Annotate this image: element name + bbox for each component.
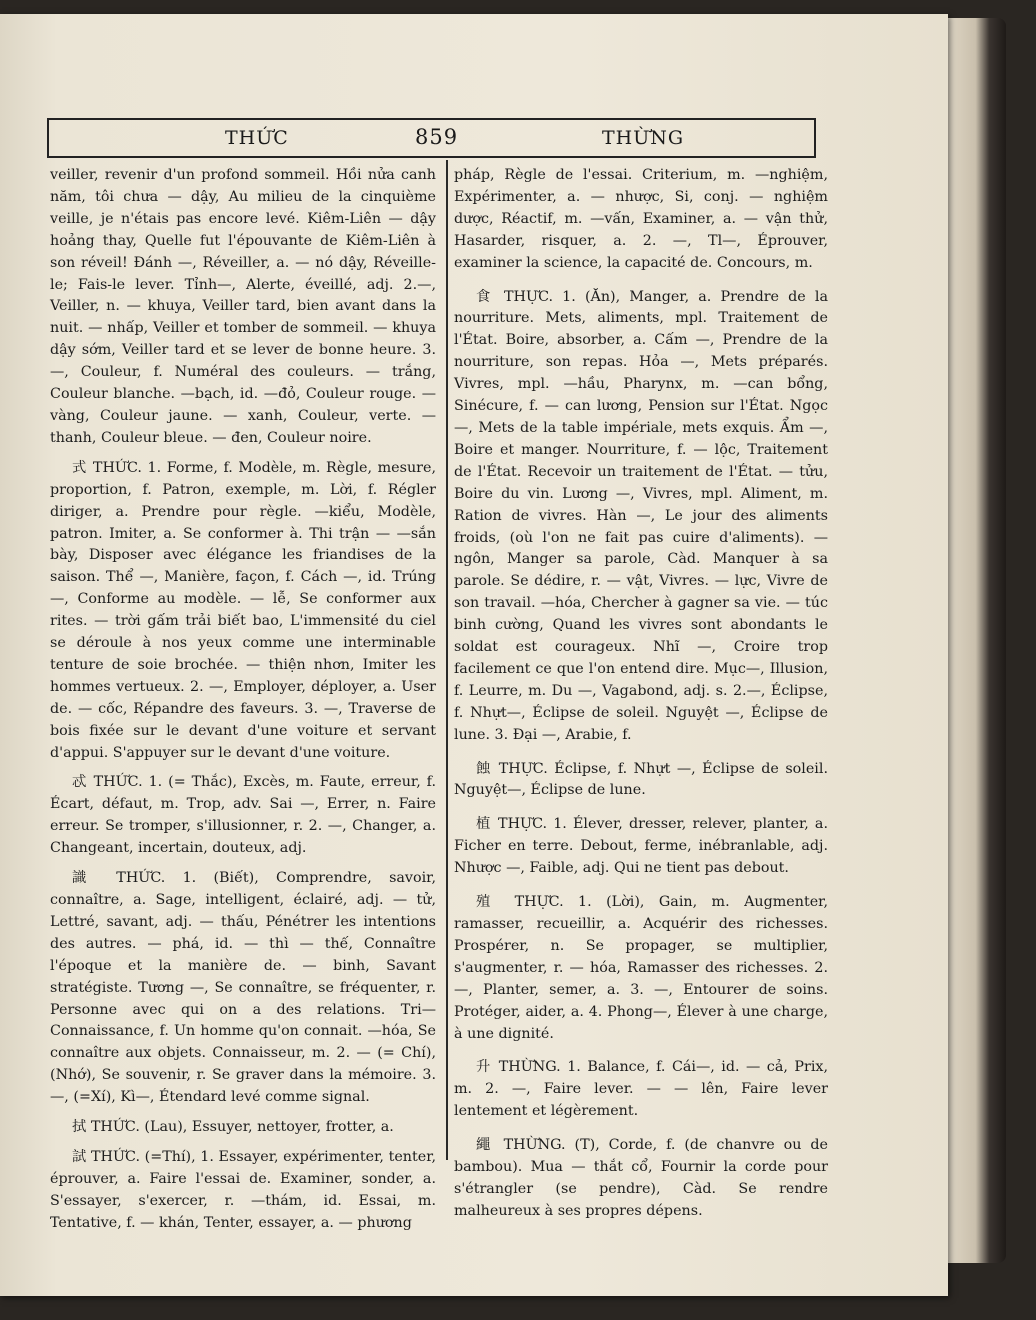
header-left-word: THỨC bbox=[225, 127, 289, 149]
entry-thuc-essayer: 試 THỨC. (=Thí), 1. Essayer, expérimenter, tenter, éprouver, a. Faire l'essai de. Examiner, sonder, a. S'essayer, s'exercer, r. —thám, id. Essai, m. Tentative, f. — khán, Tenter, essayer, a. — phương bbox=[50, 1148, 436, 1231]
entry-thuc-eclipse: 蝕 THỰC. Éclipse, f. Nhựt —, Éclipse de soleil. Nguyệt—, Éclipse de lune. bbox=[454, 760, 828, 799]
entry-thuc-manger: 食 THỰC. 1. (Ăn), Manger, a. Prendre de la nourriture. Mets, aliments, mpl. Traitement de l'État. Boire, absorber, a. Cấm —, Prendre de la nourriture, son repas. Hỏa —, Mets préparés. Vivres, mpl. —hầu, Pharynx, m. —can bổng, Sinécure, f. — can lương, Pension sur l'État. Ngọc —, Mets de la table impériale, mets exquis. Ẩm —, Boire et manger. Nourriture, f. — lộc, Traitement de l'État. Recevoir un traitement de l'État. — tửu, Boire du vin. Lương —, Vivres, mpl. Aliment, m. Ration de vivres. Hàn —, Le jour des aliments froids, (où l'on ne fait pas cuire d'aliments). —ngôn, Manger sa parole, Càd. Manquer à sa parole. Se dédire, r. — vật, Vivres. — lực, Vivre de son travail. —hóa, Chercher à gagner sa vie. — túc binh cường, Quand les vivres sont abondants le soldat est courageux. Nhĩ —, Croire trop facilement ce que l'on entend dire. Mục—, Illusion, f. Leurre, m. Du —, Vagabond, adj. s. 2.—, Éclipse, f. Nhựt—, Éclipse de soleil. Nguyệt —, Éclipse de lune. 3. Đại —, Arabie, f. bbox=[454, 288, 828, 743]
entry-continuation: veiller, revenir d'un profond sommeil. Hồi nửa canh năm, tôi chưa — dậy, Au milieu de la cinquième veille, je n'étais pas encore levé. Kiêm-Liên — dậy hoảng thay, Quelle fut l'épouvante de Kiêm-Liên à son réveil! Đánh —, Réveiller, a. — nó dậy, Réveille-le; Fais-le lever. Tỉnh—, Alerte, éveillé, adj. 2.—, Veiller, n. — khuya, Veiller tard, bien avant dans la nuit. — nhấp, Veiller et tomber de sommeil. — khuya dậy sớm, Veiller tard et se lever de bonne heure. 3. —, Couleur, f. Numéral des couleurs. — trắng, Couleur blanche. —bạch, id. —đỏ, Couleur rouge. — vàng, Couleur jaune. — xanh, Couleur, verte. — thanh, Couleur bleue. — đen, Couleur noire. bbox=[50, 167, 436, 446]
left-column bbox=[50, 165, 436, 1235]
page-number: 859 bbox=[415, 125, 459, 149]
entry-thuc-comprendre: 識 THỨC. 1. (Biết), Comprendre, savoir, connaître, a. Sage, intelligent, éclairé, adj. — tử, Lettré, savant, adj. — thấu, Pénétrer les intentions des autres. — phá, id. — thì — thế, Connaître l'époque et la manière de. — binh, Savant stratégiste. Tương —, Se connaître, se fréquenter, r. Personne avec qui on a des relations. Tri— Connaissance, f. Un homme qu'on connait. —hóa, Se connaître aux objets. Connaisseur, m. 2. — (= Chí), (Nhớ), Se souvenir, r. Se graver dans la mémoire. 3. —, (=Xí), Kì—, Étendard levé comme signal. bbox=[50, 870, 436, 1106]
header-right-word: THỪNG bbox=[602, 127, 685, 149]
entry-thuc-gain: 殖 THỰC. 1. (Lời), Gain, m. Augmenter, ramasser, recueillir, a. Acquérir des richesses. Prospérer, n. Se propager, se multiplier, s'augmenter, r. — hóa, Ramasser des richesses. 2. —, Planter, semer, a. 3. —, Entourer de soins. Protéger, aider, a. 4. Phong—, Élever à une charge, à une dignité. bbox=[454, 894, 828, 1042]
column-divider bbox=[446, 160, 448, 1160]
entry-continuation-right: pháp, Règle de l'essai. Criterium, m. —nghiệm, Expérimenter, a. — nhược, Si, conj. — nghiệm dược, Réactif, m. —vấn, Examiner, a. — vận thử, Hasarder, risquer, a. 2. —, Tl—, Éprouver, examiner la science, la capacité de. Concours, m. bbox=[454, 167, 828, 271]
right-column bbox=[454, 165, 828, 1223]
entry-thuc-exces: 忒 THỨC. 1. (= Thắc), Excès, m. Faute, erreur, f. Écart, défaut, m. Trop, adv. Sai —, Errer, n. Faire erreur. Se tromper, s'illusionner, r. 2. —, Changer, a. Changeant, incertain, douteux, adj. bbox=[50, 774, 436, 857]
entry-thuc-essuyer: 拭 THỨC. (Lau), Essuyer, nettoyer, frotter, a. bbox=[72, 1119, 394, 1136]
running-header bbox=[47, 118, 816, 158]
entry-thung-corde: 繩 THỪNG. (T), Corde, f. (de chanvre ou de bambou). Mua — thắt cổ, Fournir la corde pour s'étrangler (se pendre), Càd. Se rendre malheureux à ses propres dépens. bbox=[454, 1137, 828, 1219]
entry-thung-balance: 升 THỪNG. 1. Balance, f. Cái—, id. — cả, Prix, m. 2. —, Faire lever. — — lên, Faire lever lentement et légèrement. bbox=[454, 1059, 828, 1120]
entry-thuc-elever: 植 THỰC. 1. Élever, dresser, relever, planter, a. Ficher en terre. Debout, ferme, inébranlable, adj. Nhược —, Faible, adj. Qui ne tient pas debout. bbox=[454, 816, 828, 877]
entry-thuc-form: 式 THỨC. 1. Forme, f. Modèle, m. Règle, mesure, proportion, f. Patron, exemple, m. Lời, f. Régler diriger, a. Prendre pour règle. —kiểu, Modèle, patron. Imiter, a. Se conformer à. Thi trận — —sắn bày, Disposer avec élégance les friandises de la saison. Thể —, Manière, façon, f. Cách —, id. Trúng —, Conforme au modèle. — lễ, Se conformer aux rites. — trời gấm trải biết bao, L'immensité du ciel se déroule à nos yeux comme une interminable tenture de soie brochée. — thiện nhơn, Imiter les hommes vertueux. 2. —, Employer, déployer, a. User de. — cốc, Répandre des faveurs. 3. —, Traverse de bois fixée sur le devant d'une voiture et servant d'appui. S'appuyer sur le devant d'une voiture. bbox=[50, 459, 436, 761]
